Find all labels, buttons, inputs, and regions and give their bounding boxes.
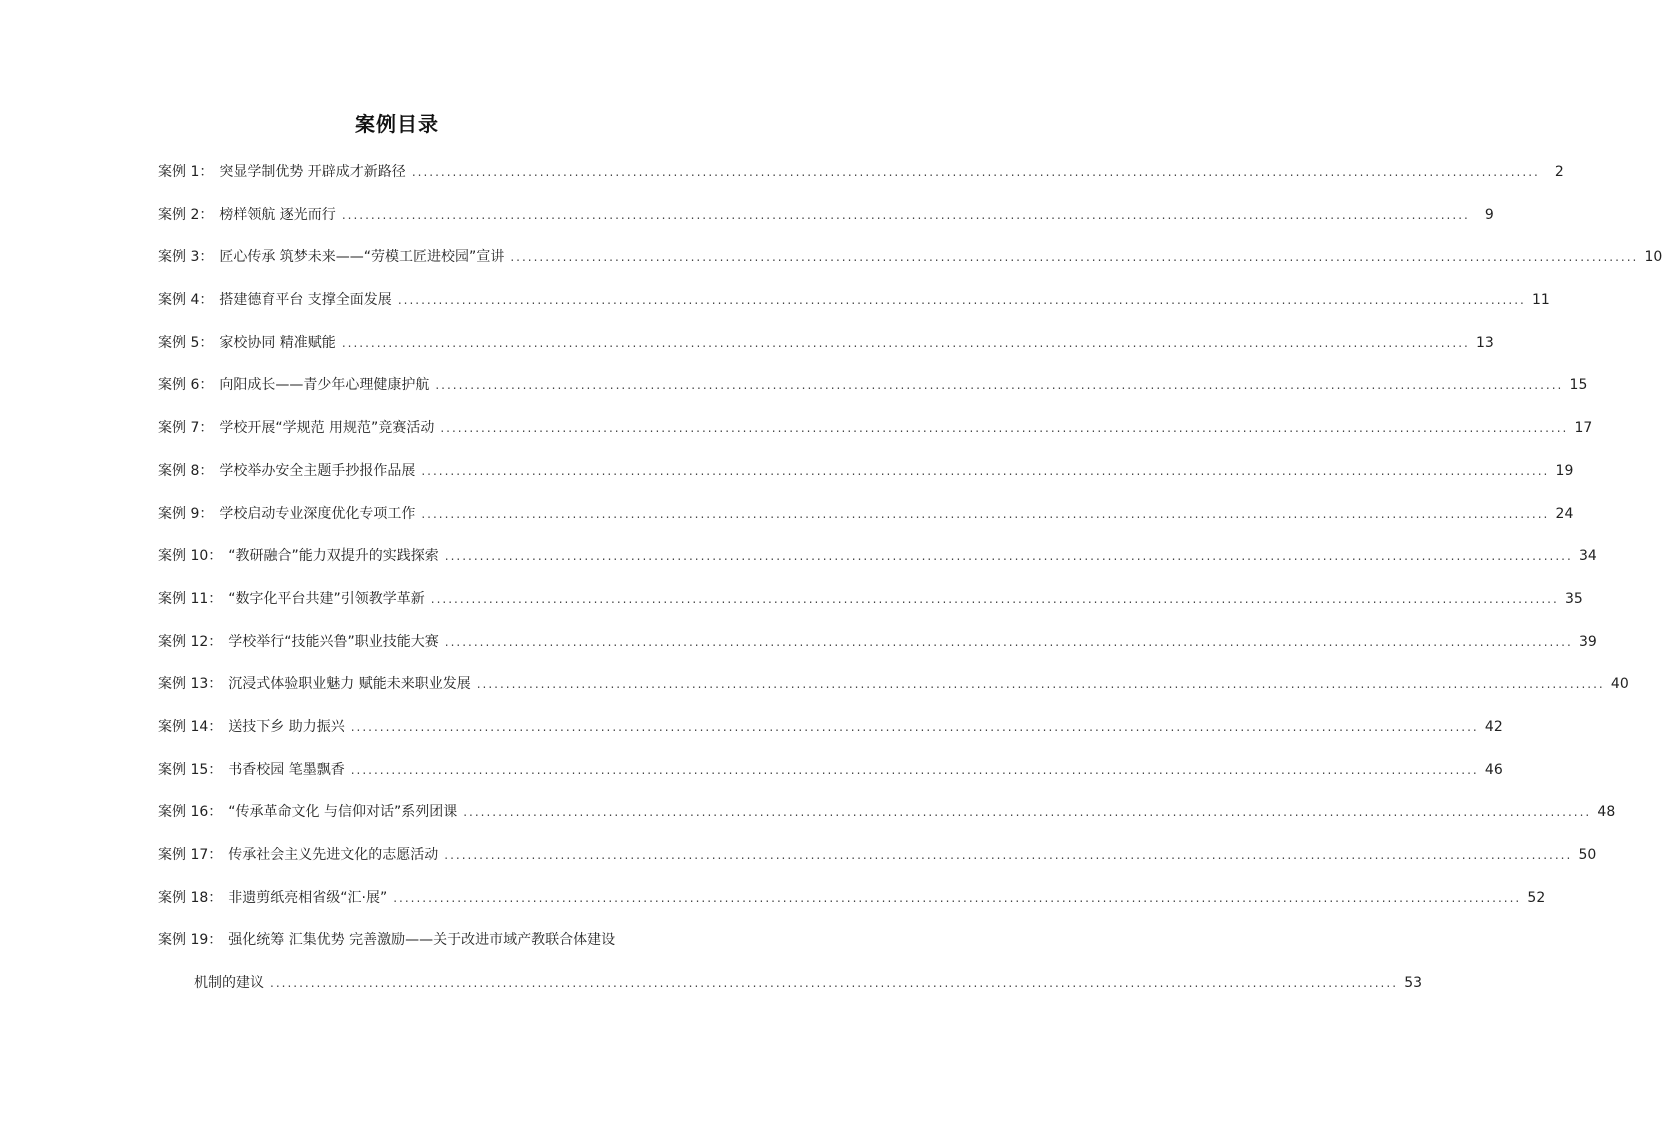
toc-entry-number: 案例 19： bbox=[158, 932, 223, 949]
toc-entry-title: “传承革命文化 与信仰对话”系列团课 bbox=[228, 804, 458, 821]
toc-entry-page: 15 bbox=[1569, 377, 1588, 394]
toc-entry-page: 48 bbox=[1597, 804, 1616, 821]
toc-entry-19[interactable] bbox=[158, 928, 1423, 1018]
toc-entry-number: 案例 18： bbox=[158, 889, 223, 906]
toc-entry-page: 9 bbox=[1484, 206, 1494, 223]
toc-entry-page: 2 bbox=[1554, 164, 1564, 180]
toc-entry-18[interactable] bbox=[158, 886, 1546, 929]
toc-entry-2[interactable] bbox=[158, 203, 1494, 246]
toc-entry-title: 强化统筹 汇集优势 完善激励——关于改进市域产教联合体建设 bbox=[228, 932, 616, 949]
dot-leader bbox=[342, 203, 1470, 227]
toc-entry-10[interactable] bbox=[158, 544, 1597, 587]
toc-entry-12[interactable] bbox=[158, 630, 1597, 673]
toc-entry-number: 案例 12： bbox=[158, 633, 223, 650]
dot-leader bbox=[421, 459, 1549, 483]
toc-entry-number: 案例 1： bbox=[158, 164, 214, 180]
toc-entry-title: 传承社会主义先进文化的志愿活动 bbox=[228, 847, 439, 863]
toc-entry-number: 案例 15： bbox=[158, 761, 223, 778]
toc-entry-page: 13 bbox=[1476, 334, 1494, 351]
toc-entry-title: 学校开展“学规范 用规范”竞赛活动 bbox=[219, 420, 435, 437]
toc-entry-page: 11 bbox=[1532, 292, 1550, 309]
dot-leader bbox=[351, 715, 1479, 739]
toc-entry-number: 案例 16： bbox=[158, 804, 223, 821]
toc-entry-number: 案例 8： bbox=[158, 462, 214, 479]
dot-leader bbox=[445, 630, 1573, 654]
toc-entry-number: 案例 14： bbox=[158, 718, 223, 735]
toc-entry-number: 案例 2： bbox=[158, 206, 214, 223]
toc-entry-page: 40 bbox=[1610, 676, 1629, 693]
toc-entry-page: 19 bbox=[1555, 462, 1574, 479]
toc-entry-page: 17 bbox=[1574, 420, 1593, 437]
toc-entry-number: 案例 3： bbox=[158, 249, 214, 266]
dot-leader bbox=[393, 886, 1521, 910]
toc-entry-8[interactable] bbox=[158, 459, 1574, 502]
toc-entry-page: 52 bbox=[1527, 889, 1546, 906]
toc-entry-title: 匠心传承 筑梦未来——“劳模工匠进校园”宣讲 bbox=[219, 249, 505, 266]
dot-leader bbox=[510, 245, 1638, 269]
toc-entry-title: 突显学制优势 开辟成才新路径 bbox=[219, 164, 406, 180]
toc-entry-number: 案例 13： bbox=[158, 676, 223, 693]
toc-entry-title: “数字化平台共建”引领教学革新 bbox=[228, 590, 425, 607]
page-title: 案例目录 bbox=[355, 112, 439, 136]
toc-entry-13[interactable] bbox=[158, 672, 1629, 715]
toc-entry-title: 榜样领航 逐光而行 bbox=[219, 206, 336, 223]
toc-entry-page: 42 bbox=[1484, 718, 1503, 735]
toc-entry-page: 35 bbox=[1564, 590, 1583, 607]
toc-entry-number: 案例 5： bbox=[158, 334, 214, 351]
dot-leader bbox=[431, 587, 1559, 611]
toc-entry-number: 案例 7： bbox=[158, 420, 214, 437]
toc-entry-title: “教研融合”能力双提升的实践探索 bbox=[228, 548, 439, 565]
toc-entry-page: 10 bbox=[1644, 249, 1662, 266]
toc-entry-number: 案例 10： bbox=[158, 548, 223, 565]
toc-entry-title-continued: 机制的建议 bbox=[194, 975, 264, 992]
toc-entry-page: 34 bbox=[1578, 548, 1597, 565]
toc-entry-title: 家校协同 精准赋能 bbox=[219, 334, 336, 351]
toc-entry-17[interactable] bbox=[158, 843, 1597, 886]
dot-leader bbox=[421, 502, 1549, 526]
toc-entry-4[interactable] bbox=[158, 288, 1550, 331]
toc-entry-title: 学校举办安全主题手抄报作品展 bbox=[219, 462, 416, 479]
toc-entry-title: 向阳成长——青少年心理健康护航 bbox=[219, 377, 430, 394]
toc-entry-1[interactable] bbox=[158, 160, 1564, 203]
toc-entry-number: 案例 4： bbox=[158, 292, 214, 309]
toc-entry-title: 学校启动专业深度优化专项工作 bbox=[219, 505, 416, 522]
dot-leader bbox=[445, 544, 1573, 568]
toc-entry-page: 50 bbox=[1578, 847, 1597, 863]
toc-entry-16[interactable] bbox=[158, 800, 1616, 843]
toc-entry-number: 案例 6： bbox=[158, 377, 214, 394]
toc-entry-title: 送技下乡 助力振兴 bbox=[228, 718, 345, 735]
dot-leader bbox=[398, 288, 1526, 312]
dot-leader bbox=[435, 373, 1563, 397]
dot-leader bbox=[463, 800, 1591, 824]
toc-entry-number: 案例 9： bbox=[158, 505, 214, 522]
toc-entry-page: 53 bbox=[1404, 975, 1423, 992]
toc-entry-7[interactable] bbox=[158, 416, 1593, 459]
toc-entry-6[interactable] bbox=[158, 373, 1588, 416]
toc-entry-page: 46 bbox=[1484, 761, 1503, 778]
table-of-contents bbox=[158, 160, 1662, 1018]
toc-entry-page: 24 bbox=[1555, 505, 1574, 522]
toc-entry-title: 搭建德育平台 支撑全面发展 bbox=[219, 292, 392, 309]
toc-entry-title: 沉浸式体验职业魅力 赋能未来职业发展 bbox=[228, 676, 471, 693]
toc-entry-5[interactable] bbox=[158, 331, 1494, 374]
dot-leader bbox=[412, 160, 1540, 184]
toc-entry-14[interactable] bbox=[158, 715, 1503, 758]
dot-leader bbox=[351, 758, 1479, 782]
toc-entry-number: 案例 17： bbox=[158, 847, 223, 863]
dot-leader bbox=[342, 331, 1470, 355]
toc-entry-number: 案例 11： bbox=[158, 590, 223, 607]
dot-leader bbox=[270, 971, 1398, 995]
toc-entry-9[interactable] bbox=[158, 502, 1574, 545]
toc-entry-11[interactable] bbox=[158, 587, 1583, 630]
toc-entry-title: 非遗剪纸亮相省级“汇·展” bbox=[228, 889, 388, 906]
toc-entry-page: 39 bbox=[1578, 633, 1597, 650]
dot-leader bbox=[440, 416, 1568, 440]
toc-entry-15[interactable] bbox=[158, 758, 1503, 801]
toc-entry-title: 学校举行“技能兴鲁”职业技能大赛 bbox=[228, 633, 439, 650]
toc-entry-3[interactable] bbox=[158, 245, 1662, 288]
dot-leader bbox=[444, 843, 1572, 867]
dot-leader bbox=[477, 672, 1605, 696]
toc-entry-title: 书香校园 笔墨飘香 bbox=[228, 761, 345, 778]
